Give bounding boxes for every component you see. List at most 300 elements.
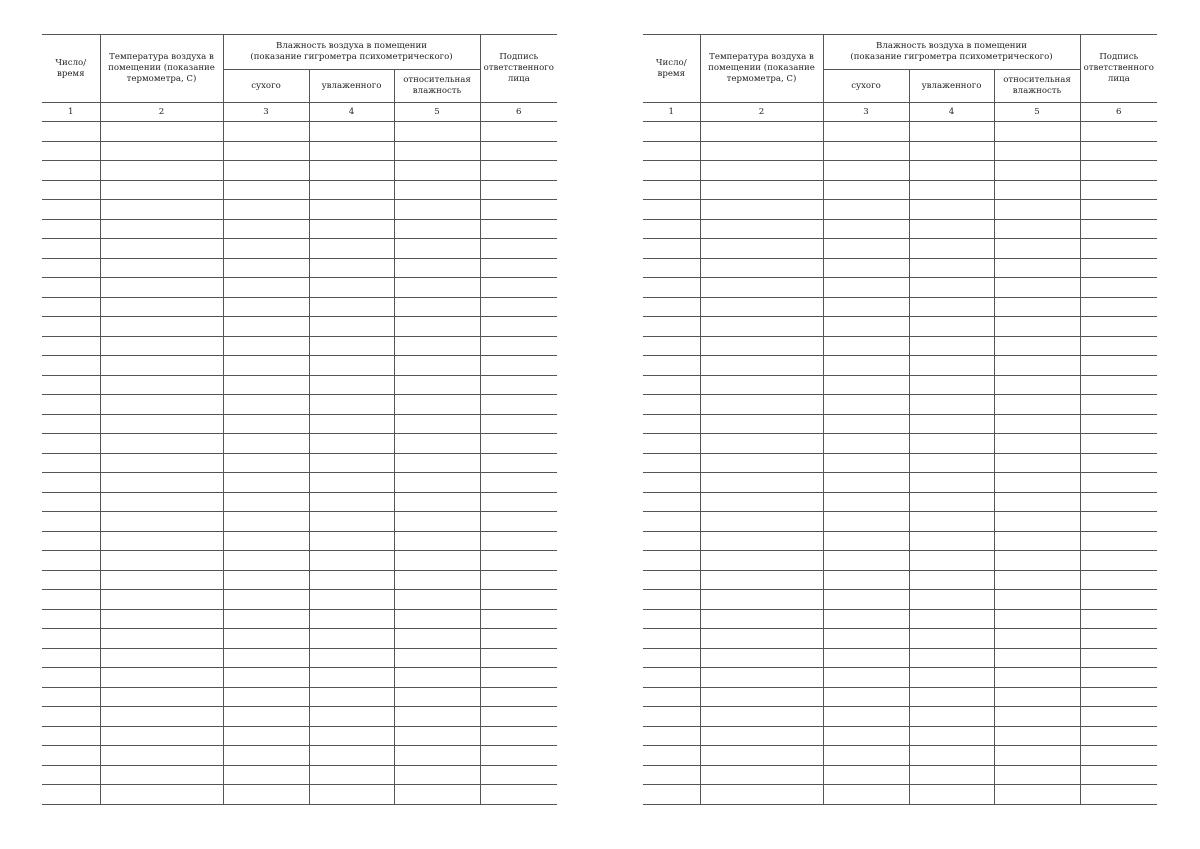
- table-row: [643, 278, 1157, 298]
- empty-cell: [223, 531, 309, 551]
- empty-cell: [994, 375, 1080, 395]
- empty-cell: [223, 219, 309, 239]
- empty-cell: [480, 765, 557, 785]
- empty-cell: [909, 297, 994, 317]
- table-row: [643, 531, 1157, 551]
- empty-cell: [309, 531, 394, 551]
- empty-cell: [309, 336, 394, 356]
- empty-cell: [42, 726, 100, 746]
- empty-cell: [823, 180, 909, 200]
- table-row: [42, 668, 557, 688]
- empty-cell: [100, 590, 223, 610]
- empty-cell: [643, 531, 700, 551]
- empty-cell: [309, 317, 394, 337]
- empty-cell: [994, 453, 1080, 473]
- empty-cell: [42, 180, 100, 200]
- empty-cell: [823, 512, 909, 532]
- empty-cell: [700, 707, 823, 727]
- header-date-time-text: Число/ время: [655, 57, 687, 79]
- table-row: [42, 473, 557, 493]
- empty-cell: [480, 434, 557, 454]
- empty-cell: [994, 473, 1080, 493]
- empty-cell: [1080, 473, 1157, 493]
- empty-cell: [223, 122, 309, 142]
- empty-cell: [394, 239, 480, 259]
- empty-cell: [994, 297, 1080, 317]
- empty-cell: [309, 570, 394, 590]
- empty-cell: [100, 239, 223, 259]
- empty-cell: [223, 492, 309, 512]
- empty-cell: [1080, 707, 1157, 727]
- empty-cell: [643, 473, 700, 493]
- empty-cell: [42, 668, 100, 688]
- empty-cell: [480, 375, 557, 395]
- empty-cell: [700, 512, 823, 532]
- empty-cell: [823, 726, 909, 746]
- empty-cell: [309, 200, 394, 220]
- empty-cell: [823, 336, 909, 356]
- empty-cell: [1080, 453, 1157, 473]
- empty-cell: [994, 492, 1080, 512]
- empty-cell: [223, 258, 309, 278]
- empty-cell: [223, 473, 309, 493]
- empty-cell: [1080, 609, 1157, 629]
- empty-cell: [1080, 434, 1157, 454]
- empty-cell: [700, 141, 823, 161]
- empty-cell: [394, 375, 480, 395]
- header-temperature-text: Температура воздуха в помещении (показание термометра, С): [708, 52, 815, 84]
- empty-cell: [309, 239, 394, 259]
- empty-cell: [309, 785, 394, 805]
- empty-cell: [42, 473, 100, 493]
- empty-cell: [223, 414, 309, 434]
- empty-cell: [394, 609, 480, 629]
- empty-cell: [100, 531, 223, 551]
- header-signature: [1080, 35, 1157, 103]
- empty-cell: [994, 648, 1080, 668]
- empty-cell: [394, 278, 480, 298]
- empty-cell: [823, 453, 909, 473]
- empty-cell: [909, 765, 994, 785]
- empty-cell: [309, 278, 394, 298]
- empty-cell: [309, 258, 394, 278]
- empty-cell: [394, 317, 480, 337]
- empty-cell: [394, 726, 480, 746]
- empty-cell: [223, 726, 309, 746]
- table-row: [42, 395, 557, 415]
- empty-cell: [100, 707, 223, 727]
- table-row: [643, 551, 1157, 571]
- empty-cell: [223, 395, 309, 415]
- empty-cell: [42, 434, 100, 454]
- header-temperature: [700, 35, 823, 103]
- empty-cell: [309, 297, 394, 317]
- empty-cell: [700, 629, 823, 649]
- empty-cell: [700, 161, 823, 181]
- header-humidity-group: [223, 35, 480, 70]
- empty-cell: [394, 687, 480, 707]
- empty-cell: [643, 785, 700, 805]
- empty-cell: [994, 395, 1080, 415]
- empty-cell: [42, 336, 100, 356]
- table-row: [643, 512, 1157, 532]
- empty-cell: [1080, 492, 1157, 512]
- column-number: 5: [994, 103, 1080, 122]
- empty-cell: [309, 629, 394, 649]
- empty-cell: [700, 648, 823, 668]
- empty-cell: [100, 122, 223, 142]
- empty-cell: [1080, 219, 1157, 239]
- empty-cell: [994, 258, 1080, 278]
- table-row: [643, 239, 1157, 259]
- empty-cell: [1080, 200, 1157, 220]
- empty-cell: [909, 668, 994, 688]
- empty-cell: [42, 161, 100, 181]
- empty-cell: [480, 570, 557, 590]
- empty-cell: [394, 200, 480, 220]
- header-date-time: [42, 35, 100, 103]
- empty-cell: [480, 278, 557, 298]
- empty-cell: [994, 785, 1080, 805]
- empty-cell: [100, 336, 223, 356]
- empty-cell: [480, 336, 557, 356]
- empty-cell: [223, 453, 309, 473]
- empty-cell: [994, 356, 1080, 376]
- header-humidity-group-text: Влажность воздуха в помещении (показание гигрометра психометрического): [850, 41, 1053, 62]
- table-row: [643, 219, 1157, 239]
- empty-cell: [223, 317, 309, 337]
- empty-cell: [480, 473, 557, 493]
- table-row: [643, 668, 1157, 688]
- empty-cell: [643, 765, 700, 785]
- empty-cell: [100, 375, 223, 395]
- empty-cell: [100, 668, 223, 688]
- empty-cell: [309, 453, 394, 473]
- table-row: [42, 765, 557, 785]
- empty-cell: [223, 161, 309, 181]
- column-number: 1: [643, 103, 700, 122]
- empty-cell: [100, 785, 223, 805]
- empty-cell: [643, 297, 700, 317]
- empty-cell: [42, 258, 100, 278]
- empty-cell: [223, 629, 309, 649]
- empty-cell: [823, 668, 909, 688]
- header-signature-text: Подпись ответственного лица: [483, 52, 554, 84]
- empty-cell: [394, 356, 480, 376]
- empty-cell: [100, 161, 223, 181]
- table-row: [643, 492, 1157, 512]
- empty-cell: [700, 356, 823, 376]
- empty-cell: [909, 570, 994, 590]
- empty-cell: [994, 629, 1080, 649]
- empty-cell: [480, 180, 557, 200]
- header-wet-text: увлаженного: [321, 80, 382, 91]
- header-dry-text: сухого: [251, 80, 281, 91]
- header-dry: [223, 70, 309, 103]
- empty-cell: [909, 336, 994, 356]
- empty-cell: [223, 434, 309, 454]
- empty-cell: [480, 297, 557, 317]
- empty-cell: [100, 219, 223, 239]
- column-number: 3: [823, 103, 909, 122]
- empty-cell: [823, 278, 909, 298]
- empty-cell: [480, 239, 557, 259]
- empty-cell: [823, 707, 909, 727]
- empty-cell: [823, 765, 909, 785]
- empty-cell: [700, 785, 823, 805]
- empty-cell: [394, 141, 480, 161]
- empty-cell: [643, 726, 700, 746]
- empty-cell: [823, 258, 909, 278]
- empty-cell: [394, 219, 480, 239]
- empty-cell: [309, 122, 394, 142]
- empty-cell: [480, 414, 557, 434]
- empty-cell: [823, 122, 909, 142]
- empty-cell: [394, 161, 480, 181]
- empty-cell: [42, 609, 100, 629]
- table-row: [643, 609, 1157, 629]
- empty-cell: [909, 785, 994, 805]
- empty-cell: [309, 765, 394, 785]
- empty-cell: [823, 434, 909, 454]
- empty-cell: [1080, 414, 1157, 434]
- empty-cell: [42, 687, 100, 707]
- empty-cell: [823, 687, 909, 707]
- empty-cell: [909, 239, 994, 259]
- empty-cell: [994, 707, 1080, 727]
- empty-cell: [480, 492, 557, 512]
- empty-cell: [643, 512, 700, 532]
- empty-cell: [42, 590, 100, 610]
- empty-cell: [823, 531, 909, 551]
- empty-cell: [309, 161, 394, 181]
- table-row: [643, 395, 1157, 415]
- empty-cell: [42, 785, 100, 805]
- table-body: [643, 122, 1157, 805]
- empty-cell: [42, 297, 100, 317]
- table-row: [42, 512, 557, 532]
- empty-cell: [480, 395, 557, 415]
- header-wet-text: увлаженного: [921, 80, 982, 91]
- empty-cell: [394, 707, 480, 727]
- empty-cell: [100, 278, 223, 298]
- empty-cell: [643, 258, 700, 278]
- empty-cell: [1080, 356, 1157, 376]
- empty-cell: [42, 492, 100, 512]
- empty-cell: [909, 219, 994, 239]
- empty-cell: [309, 648, 394, 668]
- empty-cell: [223, 297, 309, 317]
- empty-cell: [909, 492, 994, 512]
- empty-cell: [643, 375, 700, 395]
- table-row: [643, 434, 1157, 454]
- empty-cell: [909, 746, 994, 766]
- empty-cell: [100, 609, 223, 629]
- table-row: [643, 141, 1157, 161]
- empty-cell: [394, 551, 480, 571]
- empty-cell: [643, 239, 700, 259]
- empty-cell: [700, 473, 823, 493]
- column-number: 5: [394, 103, 480, 122]
- header-dry: [823, 70, 909, 103]
- empty-cell: [823, 473, 909, 493]
- empty-cell: [643, 609, 700, 629]
- empty-cell: [1080, 531, 1157, 551]
- empty-cell: [42, 707, 100, 727]
- table-row: [42, 219, 557, 239]
- table-row: [42, 375, 557, 395]
- empty-cell: [823, 590, 909, 610]
- empty-cell: [643, 356, 700, 376]
- empty-cell: [223, 668, 309, 688]
- empty-cell: [100, 629, 223, 649]
- table-row: [42, 687, 557, 707]
- empty-cell: [700, 746, 823, 766]
- empty-cell: [100, 317, 223, 337]
- empty-cell: [309, 707, 394, 727]
- empty-cell: [309, 551, 394, 571]
- empty-cell: [643, 122, 700, 142]
- header-humidity-group-text: Влажность воздуха в помещении (показание гигрометра психометрического): [250, 41, 453, 62]
- empty-cell: [1080, 395, 1157, 415]
- empty-cell: [643, 434, 700, 454]
- table-row: [42, 200, 557, 220]
- empty-cell: [994, 746, 1080, 766]
- empty-cell: [309, 746, 394, 766]
- empty-cell: [909, 609, 994, 629]
- empty-cell: [1080, 629, 1157, 649]
- empty-cell: [100, 141, 223, 161]
- empty-cell: [100, 726, 223, 746]
- empty-cell: [909, 707, 994, 727]
- empty-cell: [1080, 297, 1157, 317]
- empty-cell: [700, 278, 823, 298]
- empty-cell: [643, 453, 700, 473]
- empty-cell: [100, 746, 223, 766]
- empty-cell: [909, 590, 994, 610]
- empty-cell: [309, 180, 394, 200]
- empty-cell: [42, 629, 100, 649]
- table-row: [643, 629, 1157, 649]
- table-row: [643, 258, 1157, 278]
- empty-cell: [100, 200, 223, 220]
- empty-cell: [309, 414, 394, 434]
- empty-cell: [643, 414, 700, 434]
- empty-cell: [100, 492, 223, 512]
- empty-cell: [309, 219, 394, 239]
- empty-cell: [223, 707, 309, 727]
- header-wet: [309, 70, 394, 103]
- empty-cell: [100, 414, 223, 434]
- empty-cell: [700, 414, 823, 434]
- empty-cell: [643, 180, 700, 200]
- empty-cell: [223, 765, 309, 785]
- empty-cell: [909, 141, 994, 161]
- empty-cell: [223, 239, 309, 259]
- empty-cell: [480, 219, 557, 239]
- empty-cell: [823, 375, 909, 395]
- empty-cell: [309, 434, 394, 454]
- empty-cell: [42, 570, 100, 590]
- empty-cell: [394, 453, 480, 473]
- empty-cell: [223, 609, 309, 629]
- table-row: [643, 746, 1157, 766]
- empty-cell: [42, 278, 100, 298]
- column-number: 6: [480, 103, 557, 122]
- empty-cell: [909, 317, 994, 337]
- table-row: [42, 356, 557, 376]
- empty-cell: [309, 395, 394, 415]
- empty-cell: [100, 395, 223, 415]
- table-row: [42, 785, 557, 805]
- header-temperature-text: Температура воздуха в помещении (показание термометра, С): [108, 52, 215, 84]
- empty-cell: [42, 122, 100, 142]
- empty-cell: [994, 141, 1080, 161]
- empty-cell: [994, 726, 1080, 746]
- empty-cell: [100, 473, 223, 493]
- empty-cell: [700, 531, 823, 551]
- empty-cell: [700, 726, 823, 746]
- empty-cell: [643, 648, 700, 668]
- empty-cell: [480, 668, 557, 688]
- empty-cell: [1080, 570, 1157, 590]
- empty-cell: [994, 239, 1080, 259]
- table-row: [643, 570, 1157, 590]
- column-number: 4: [909, 103, 994, 122]
- empty-cell: [1080, 512, 1157, 532]
- empty-cell: [394, 473, 480, 493]
- empty-cell: [909, 453, 994, 473]
- table-row: [643, 473, 1157, 493]
- empty-cell: [643, 687, 700, 707]
- table-row: [643, 161, 1157, 181]
- empty-cell: [42, 141, 100, 161]
- empty-cell: [480, 141, 557, 161]
- empty-cell: [223, 336, 309, 356]
- empty-cell: [643, 746, 700, 766]
- empty-cell: [394, 122, 480, 142]
- empty-cell: [700, 687, 823, 707]
- table-body: [42, 122, 557, 805]
- empty-cell: [643, 278, 700, 298]
- empty-cell: [394, 570, 480, 590]
- empty-cell: [700, 453, 823, 473]
- empty-cell: [994, 317, 1080, 337]
- table-row: [42, 746, 557, 766]
- empty-cell: [994, 551, 1080, 571]
- empty-cell: [100, 687, 223, 707]
- empty-cell: [480, 512, 557, 532]
- empty-cell: [42, 414, 100, 434]
- header-date-time: [643, 35, 700, 103]
- header-relative: [994, 70, 1080, 103]
- empty-cell: [394, 434, 480, 454]
- empty-cell: [700, 570, 823, 590]
- empty-cell: [1080, 590, 1157, 610]
- empty-cell: [480, 531, 557, 551]
- table-row: [42, 648, 557, 668]
- empty-cell: [42, 375, 100, 395]
- empty-cell: [223, 551, 309, 571]
- empty-cell: [994, 687, 1080, 707]
- table-row: [42, 180, 557, 200]
- empty-cell: [994, 765, 1080, 785]
- empty-cell: [909, 551, 994, 571]
- empty-cell: [994, 278, 1080, 298]
- empty-cell: [994, 219, 1080, 239]
- empty-cell: [309, 512, 394, 532]
- empty-cell: [909, 629, 994, 649]
